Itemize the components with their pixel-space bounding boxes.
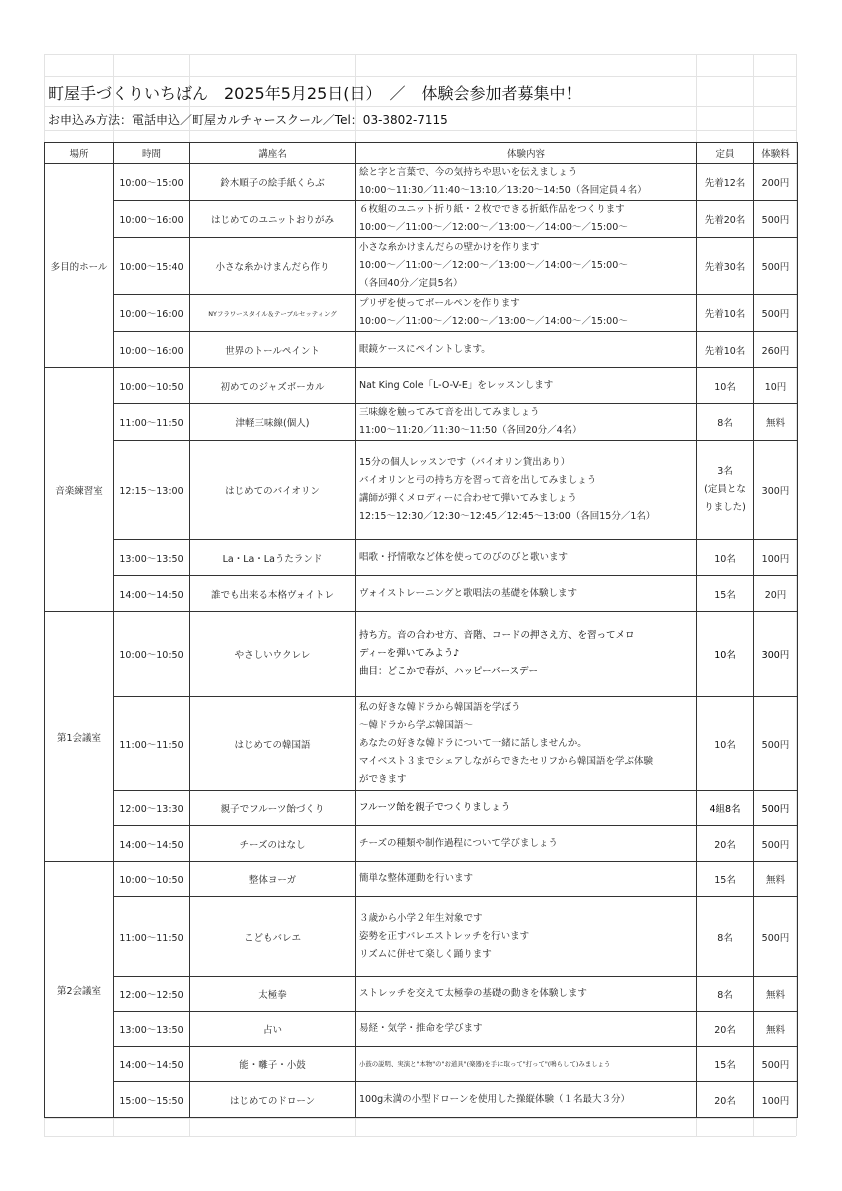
content-line: ディーを弾いてみよう♪ bbox=[359, 648, 460, 659]
capacity-line: りました) bbox=[704, 502, 746, 513]
content-cell bbox=[356, 697, 697, 791]
content-line: ６枚組のユニット折り紙・２枚でできる折紙作品をつくります bbox=[359, 204, 625, 215]
content-cell bbox=[356, 201, 697, 238]
header-capacity: 定員 bbox=[697, 143, 754, 164]
capacity-line: 3名 bbox=[717, 466, 733, 477]
room-cell: 第1会議室 bbox=[45, 612, 114, 862]
table-row bbox=[45, 612, 798, 697]
fee-cell: 500円 bbox=[754, 897, 798, 977]
content-cell bbox=[356, 368, 697, 404]
fee-cell: 200円 bbox=[754, 164, 798, 201]
content-line: 姿勢を正すバレエストレッチを行います bbox=[359, 930, 530, 942]
table-row bbox=[45, 1082, 798, 1118]
course-cell: 初めてのジャズボーカル bbox=[190, 368, 356, 404]
course-cell: 世界のトールペイント bbox=[190, 332, 356, 368]
table-row bbox=[45, 368, 798, 404]
capacity-cell: 15名 bbox=[697, 862, 754, 897]
course-cell: はじめてのバイオリン bbox=[190, 441, 356, 540]
content-line: Nat King Cole「L-O-V-E」をレッスンします bbox=[359, 379, 554, 391]
content-cell bbox=[356, 826, 697, 862]
fee-cell: 500円 bbox=[754, 295, 798, 332]
time-cell: 14:00～14:50 bbox=[114, 826, 190, 862]
content-cell bbox=[356, 1012, 697, 1047]
content-line: 絵と字と言葉で、今の気持ちや思いを伝えましょう bbox=[359, 167, 578, 178]
fee-cell: 260円 bbox=[754, 332, 798, 368]
course-cell: チーズのはなし bbox=[190, 826, 356, 862]
time-cell: 10:00～16:00 bbox=[114, 201, 190, 238]
content-cell bbox=[356, 791, 697, 826]
content-cell bbox=[356, 612, 697, 697]
course-cell: 親子でフルーツ飴づくり bbox=[190, 791, 356, 826]
content-cell bbox=[356, 977, 697, 1012]
fee-cell: 500円 bbox=[754, 238, 798, 295]
content-line: プリザを使ってボールペンを作ります bbox=[359, 298, 520, 309]
content-line: 11:00～11:20／11:30～11:50（各回20分／4名） bbox=[359, 425, 582, 436]
capacity-cell: 4組8名 bbox=[697, 791, 754, 826]
content-line: ～韓ドラから学ぶ韓国語～ bbox=[359, 719, 474, 731]
fee-cell: 100円 bbox=[754, 1082, 798, 1118]
capacity-cell: 先着30名 bbox=[697, 238, 754, 295]
content-line: 10:00～／11:00～／12:00～／13:00～／14:00～／15:00～ bbox=[359, 222, 628, 233]
capacity-cell: 20名 bbox=[697, 1082, 754, 1118]
content-line: 持ち方。音の合わせ方、音階、コードの押さえ方、を習ってメロ bbox=[359, 630, 635, 641]
header-content: 体験内容 bbox=[356, 143, 697, 164]
content-cell bbox=[356, 862, 697, 897]
capacity-cell: 先着10名 bbox=[697, 295, 754, 332]
table-row bbox=[45, 977, 798, 1012]
content-cell bbox=[356, 441, 697, 540]
content-cell bbox=[356, 332, 697, 368]
content-line: 小さな糸かけまんだらの壁かけを作ります bbox=[359, 242, 540, 253]
time-cell: 11:00～11:50 bbox=[114, 897, 190, 977]
content-line: 12:15～12:30／12:30～12:45／12:45～13:00（各回15分／1名） bbox=[359, 511, 656, 522]
content-cell bbox=[356, 540, 697, 576]
content-line: ストレッチを交えて太極拳の基礎の動きを体験します bbox=[359, 988, 587, 999]
room-cell: 音楽練習室 bbox=[45, 368, 114, 612]
content-line: 10:00～11:30／11:40～13:10／13:20～14:50（各回定員４名） bbox=[359, 185, 647, 196]
table-header-row bbox=[45, 143, 798, 164]
fee-cell: 500円 bbox=[754, 1047, 798, 1082]
content-line: 易経・気学・推命を学びます bbox=[359, 1023, 483, 1034]
course-cell: こどもバレエ bbox=[190, 897, 356, 977]
time-cell: 10:00～15:40 bbox=[114, 238, 190, 295]
capacity-cell: 10名 bbox=[697, 612, 754, 697]
content-line: 講師が弾くメロディーに合わせて弾いてみましょう bbox=[359, 493, 577, 504]
content-line: あなたの好きな韓ドラについて一緒に話しませんか。 bbox=[359, 737, 587, 749]
table-row bbox=[45, 826, 798, 862]
content-cell bbox=[356, 238, 697, 295]
content-line: （各回40分／定員5名） bbox=[359, 278, 463, 289]
content-line: 簡単な整体運動を行います bbox=[359, 873, 474, 884]
table-row bbox=[45, 1047, 798, 1082]
capacity-cell: 20名 bbox=[697, 826, 754, 862]
content-line: バイオリンと弓の持ち方を習って音を出してみましょう bbox=[359, 475, 597, 486]
course-cell: 太極拳 bbox=[190, 977, 356, 1012]
header-time: 時間 bbox=[114, 143, 190, 164]
time-cell: 10:00～16:00 bbox=[114, 332, 190, 368]
table-row bbox=[45, 332, 798, 368]
capacity-cell: 先着12名 bbox=[697, 164, 754, 201]
content-line: 唱歌・抒情歌など体を使ってのびのびと歌います bbox=[359, 551, 569, 563]
table-row bbox=[45, 540, 798, 576]
fee-cell: 500円 bbox=[754, 826, 798, 862]
content-cell bbox=[356, 295, 697, 332]
page-title: 町屋手づくりいちばん 2025年5月25日(日） ／ 体験会参加者募集中！ bbox=[48, 84, 582, 103]
time-cell: 13:00～13:50 bbox=[114, 1012, 190, 1047]
time-cell: 12:15～13:00 bbox=[114, 441, 190, 540]
table-row bbox=[45, 1012, 798, 1047]
capacity-line: (定員とな bbox=[704, 484, 746, 495]
content-line: ヴォイストレーニングと歌唱法の基礎を体験します bbox=[359, 587, 578, 599]
capacity-cell: 先着20名 bbox=[697, 201, 754, 238]
room-cell: 多目的ホール bbox=[45, 164, 114, 368]
table-row bbox=[45, 238, 798, 295]
capacity-cell: 10名 bbox=[697, 540, 754, 576]
course-cell: はじめての韓国語 bbox=[190, 697, 356, 791]
course-cell: 小さな糸かけまんだら作り bbox=[190, 238, 356, 295]
content-line: ができます bbox=[359, 773, 407, 785]
table-row bbox=[45, 576, 798, 612]
course-cell: La・La・Laうたランド bbox=[190, 540, 356, 576]
course-cell: NYフラワースタイル＆テーブルセッティング bbox=[190, 295, 356, 332]
capacity-cell: 8名 bbox=[697, 897, 754, 977]
fee-cell: 無料 bbox=[754, 404, 798, 441]
content-line: マイベスト３までシェアしながらできたセリフから韓国語を学ぶ体験 bbox=[359, 755, 654, 767]
time-cell: 14:00～14:50 bbox=[114, 1047, 190, 1082]
course-cell: 誰でも出来る本格ヴォイトレ bbox=[190, 576, 356, 612]
course-cell: やさしいウクレレ bbox=[190, 612, 356, 697]
course-cell: はじめてのユニットおりがみ bbox=[190, 201, 356, 238]
time-cell: 10:00～15:00 bbox=[114, 164, 190, 201]
course-cell: 占い bbox=[190, 1012, 356, 1047]
time-cell: 10:00～10:50 bbox=[114, 368, 190, 404]
fee-cell: 100円 bbox=[754, 540, 798, 576]
time-cell: 12:00～12:50 bbox=[114, 977, 190, 1012]
time-cell: 10:00～10:50 bbox=[114, 862, 190, 897]
capacity-cell: 10名 bbox=[697, 697, 754, 791]
time-cell: 11:00～11:50 bbox=[114, 697, 190, 791]
content-line: 三味線を触ってみて音を出してみましょう bbox=[359, 407, 540, 418]
content-line: 15分の個人レッスンです（バイオリン貸出あり） bbox=[359, 457, 571, 468]
time-cell: 10:00～16:00 bbox=[114, 295, 190, 332]
course-cell: 能・囃子・小鼓 bbox=[190, 1047, 356, 1082]
content-cell bbox=[356, 1082, 697, 1118]
time-cell: 11:00～11:50 bbox=[114, 404, 190, 441]
fee-cell: 無料 bbox=[754, 977, 798, 1012]
capacity-cell: 15名 bbox=[697, 1047, 754, 1082]
course-cell: 鈴木順子の絵手紙くらぶ bbox=[190, 164, 356, 201]
time-cell: 15:00～15:50 bbox=[114, 1082, 190, 1118]
content-cell bbox=[356, 1047, 697, 1082]
table-row bbox=[45, 791, 798, 826]
content-line: 10:00～／11:00～／12:00～／13:00～／14:00～／15:00～ bbox=[359, 316, 628, 327]
fee-cell: 500円 bbox=[754, 791, 798, 826]
schedule-table bbox=[44, 142, 798, 1118]
content-cell bbox=[356, 897, 697, 977]
content-line: 100g未満の小型ドローンを使用した操縦体験（１名最大３分） bbox=[359, 1093, 630, 1105]
table-row bbox=[45, 201, 798, 238]
content-cell bbox=[356, 404, 697, 441]
time-cell: 13:00～13:50 bbox=[114, 540, 190, 576]
capacity-cell bbox=[697, 441, 754, 540]
content-line: ３歳から小学２年生対象です bbox=[359, 912, 483, 924]
capacity-cell: 10名 bbox=[697, 368, 754, 404]
course-cell: 整体ヨーガ bbox=[190, 862, 356, 897]
fee-cell: 無料 bbox=[754, 1012, 798, 1047]
time-cell: 10:00～10:50 bbox=[114, 612, 190, 697]
capacity-cell: 8名 bbox=[697, 404, 754, 441]
time-cell: 12:00～13:30 bbox=[114, 791, 190, 826]
table-row bbox=[45, 164, 798, 201]
content-line: フルーツ飴を親子でつくりましょう bbox=[359, 802, 511, 813]
table-row bbox=[45, 441, 798, 540]
table-row bbox=[45, 295, 798, 332]
course-cell: 津軽三味線(個人) bbox=[190, 404, 356, 441]
content-line: 私の好きな韓ドラから韓国語を学ぼう bbox=[359, 701, 521, 713]
table-row bbox=[45, 404, 798, 441]
content-line: 曲目：どこかで春が、ハッピーバースデー bbox=[359, 666, 538, 677]
header-fee: 体験料 bbox=[754, 143, 798, 164]
capacity-cell: 15名 bbox=[697, 576, 754, 612]
room-cell: 第2会議室 bbox=[45, 862, 114, 1118]
time-cell: 14:00～14:50 bbox=[114, 576, 190, 612]
fee-cell: 無料 bbox=[754, 862, 798, 897]
header-place: 場所 bbox=[45, 143, 114, 164]
fee-cell: 10円 bbox=[754, 368, 798, 404]
content-cell bbox=[356, 164, 697, 201]
content-line: リズムに併せて楽しく踊ります bbox=[359, 948, 492, 960]
capacity-cell: 20名 bbox=[697, 1012, 754, 1047]
fee-cell: 300円 bbox=[754, 612, 798, 697]
table-row bbox=[45, 697, 798, 791]
content-line: チーズの種類や制作過程について学びましょう bbox=[359, 837, 558, 849]
content-line: 10:00～／11:00～／12:00～／13:00～／14:00～／15:00～ bbox=[359, 260, 628, 271]
capacity-cell: 8名 bbox=[697, 977, 754, 1012]
content-line: 眼鏡ケースにペイントします。 bbox=[359, 343, 491, 355]
header-course: 講座名 bbox=[190, 143, 356, 164]
table-row bbox=[45, 862, 798, 897]
course-cell: はじめてのドローン bbox=[190, 1082, 356, 1118]
table-row bbox=[45, 897, 798, 977]
fee-cell: 500円 bbox=[754, 201, 798, 238]
content-cell bbox=[356, 576, 697, 612]
fee-cell: 300円 bbox=[754, 441, 798, 540]
content-line: 小鼓の説明、実演と"本物"の"お道具"(楽器)を手に取って"打って"(鳴らして)みましょう bbox=[359, 1060, 611, 1068]
fee-cell: 20円 bbox=[754, 576, 798, 612]
capacity-cell: 先着10名 bbox=[697, 332, 754, 368]
contact-info: お申込み方法：電話申込／町屋カルチャースクール／Tel：03-3802-7115 bbox=[48, 113, 448, 127]
fee-cell: 500円 bbox=[754, 697, 798, 791]
